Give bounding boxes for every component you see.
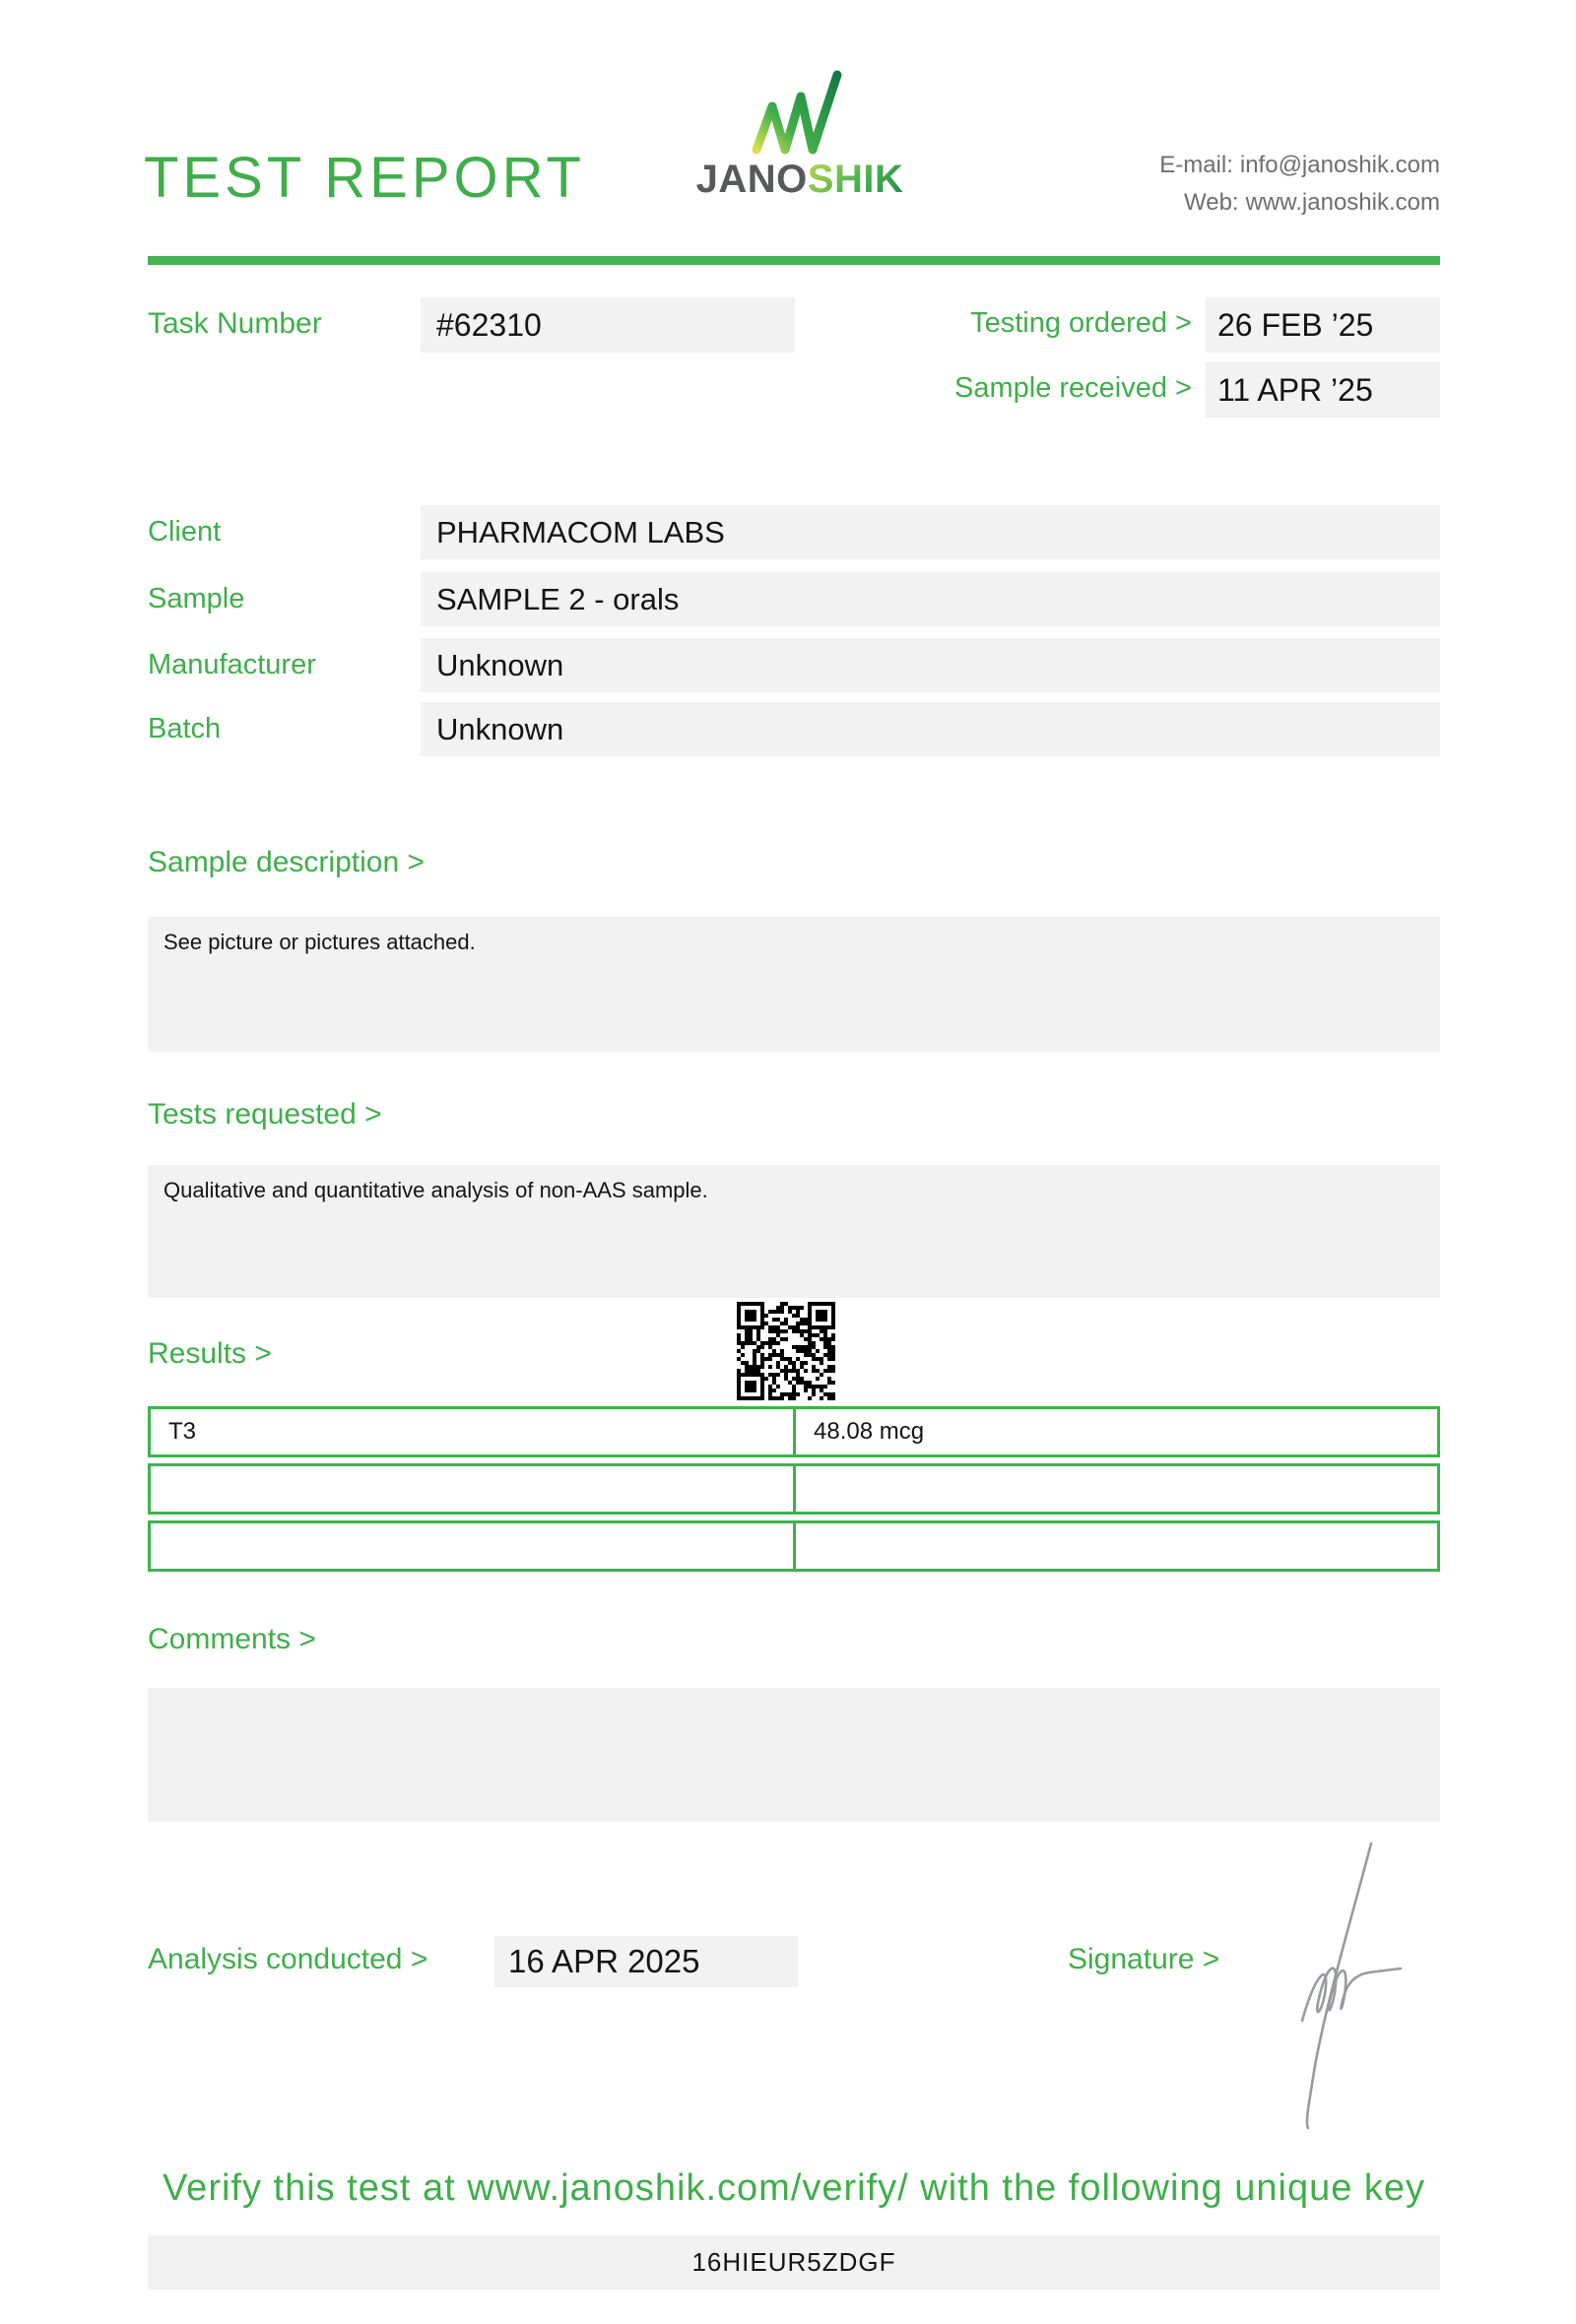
signature-scribble xyxy=(1276,1838,1413,2133)
result-value-cell xyxy=(796,1466,1437,1512)
testing-ordered-label: Testing ordered > xyxy=(970,307,1192,339)
email-value: info@janoshik.com xyxy=(1239,152,1440,178)
result-analyte-cell xyxy=(151,1523,796,1569)
sample-value: SAMPLE 2 - orals xyxy=(421,572,1440,626)
result-value-cell xyxy=(796,1523,1437,1569)
tests-requested-heading: Tests requested > xyxy=(148,1098,382,1130)
task-number-label: Task Number xyxy=(148,307,322,340)
testing-ordered-value: 26 FEB ’25 xyxy=(1206,297,1440,353)
batch-value: Unknown xyxy=(421,702,1440,756)
analysis-conducted-label: Analysis conducted > xyxy=(148,1943,428,1975)
logo-text-jano: JANO xyxy=(695,158,808,201)
comments-heading: Comments > xyxy=(148,1623,316,1655)
results-heading: Results > xyxy=(148,1337,272,1370)
logo-chart-icon xyxy=(749,69,847,156)
results-table-row xyxy=(148,1463,1440,1515)
result-value-cell: 48.08 mcg xyxy=(814,1418,925,1445)
info-row-batch xyxy=(148,702,1440,756)
sample-description-box: See picture or pictures attached. xyxy=(148,917,1440,1052)
email-label: E-mail: xyxy=(1159,152,1233,178)
logo-text-shik: SHIK xyxy=(807,158,904,201)
page-title: TEST REPORT xyxy=(144,146,585,210)
signature-label: Signature > xyxy=(1068,1943,1220,1975)
result-analyte-cell: T3 xyxy=(151,1409,796,1454)
sample-received-label: Sample received > xyxy=(954,372,1192,404)
result-analyte-cell xyxy=(151,1466,796,1512)
sample-label: Sample xyxy=(148,583,245,614)
analysis-date-value: 16 APR 2025 xyxy=(494,1936,798,1987)
web-label: Web: xyxy=(1184,189,1239,216)
tests-requested-box: Qualitative and quantitative analysis of non-AAS sample. xyxy=(148,1165,1440,1298)
info-row-client xyxy=(148,505,1440,559)
unique-key-value: 16HIEUR5ZDGF xyxy=(148,2235,1440,2290)
sample-description-heading: Sample description > xyxy=(148,846,425,878)
qr-code xyxy=(737,1302,835,1400)
contact-email-line xyxy=(1159,147,1440,184)
logo-wordmark xyxy=(683,160,917,199)
contact-block xyxy=(1159,147,1440,222)
results-table-row xyxy=(148,1520,1440,1572)
batch-label: Batch xyxy=(148,713,222,744)
task-number-value: #62310 xyxy=(421,297,795,353)
header-divider xyxy=(148,256,1440,265)
verify-instruction: Verify this test at www.janoshik.com/verify/ with the following unique key xyxy=(162,2167,1426,2209)
info-row-manufacturer xyxy=(148,638,1440,692)
info-row-sample xyxy=(148,572,1440,626)
contact-web-line xyxy=(1159,184,1440,222)
manufacturer-label: Manufacturer xyxy=(148,649,316,680)
comments-box xyxy=(148,1688,1440,1822)
client-value: PHARMACOM LABS xyxy=(421,505,1440,559)
manufacturer-value: Unknown xyxy=(421,638,1440,692)
client-label: Client xyxy=(148,516,222,548)
web-value: www.janoshik.com xyxy=(1245,189,1440,216)
results-table-row xyxy=(148,1406,1440,1457)
sample-received-value: 11 APR ’25 xyxy=(1206,362,1440,418)
